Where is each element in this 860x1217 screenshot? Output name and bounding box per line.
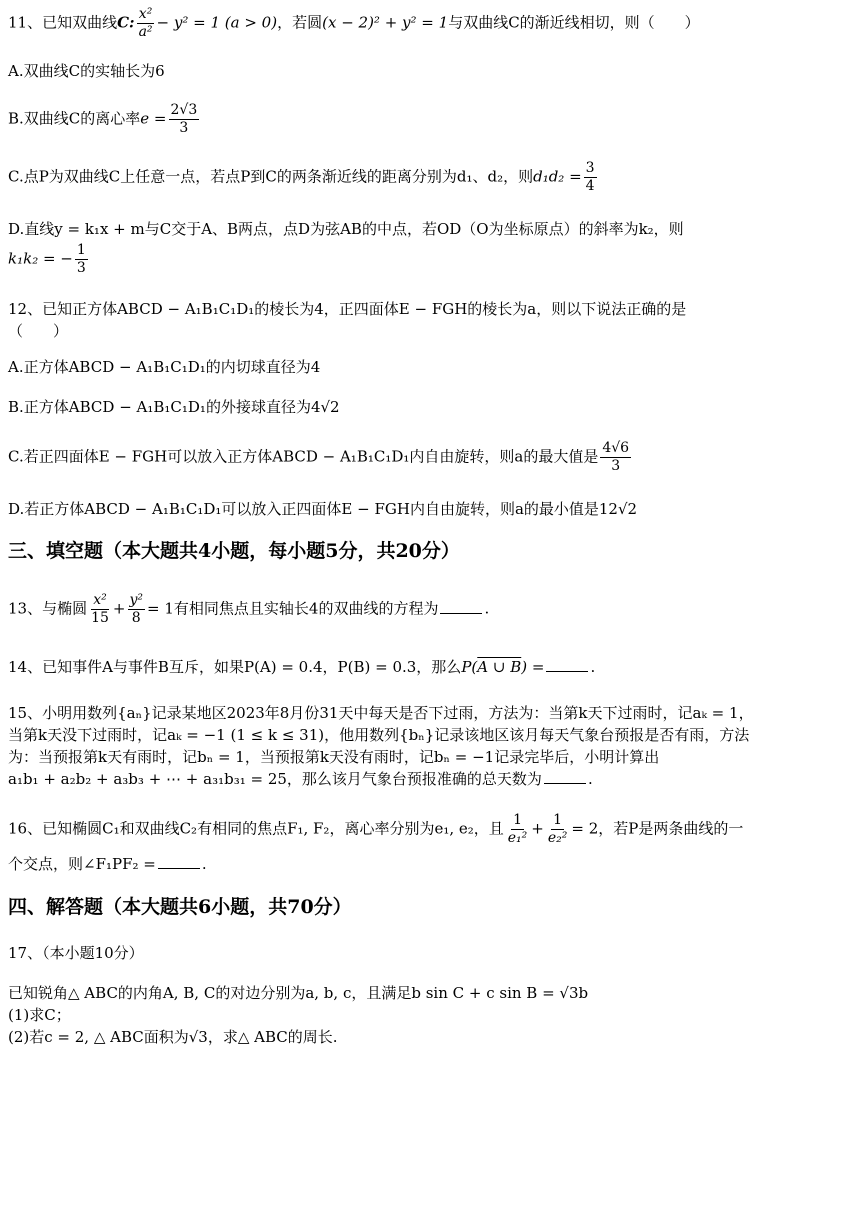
q15-line-2: 当第k天没下过雨时，记aₖ = −1 (1 ≤ k ≤ 31)，他用数列{bₙ}记录该地区该月每天气象台预报是否有雨，方法	[8, 726, 750, 744]
q13-text-2: = 1有相同焦点且实轴长4的双曲线的方程为	[147, 599, 439, 618]
q14-prob-close: ) =	[521, 658, 545, 676]
q11-stem-text: 11、已知双曲线	[8, 13, 118, 32]
q11-curve-name: C:	[117, 13, 135, 32]
q12-stem-line-2: （ ）	[8, 322, 69, 340]
q12-stem-line-1: 12、已知正方体ABCD − A₁B₁C₁D₁的棱长为4，正四面体E − FGH的棱长为a，则以下说法正确的是	[8, 300, 687, 318]
q14-text: 14、已知事件A与事件B互斥，如果P(A) = 0.4，P(B) = 0.3，那么	[8, 658, 462, 676]
q11-option-c	[8, 160, 846, 195]
q11-stem	[8, 6, 846, 41]
frac-den: 3	[179, 120, 189, 136]
frac-num: 4√6	[602, 440, 630, 456]
q11-option-b-text: B.双曲线C的离心率	[8, 109, 141, 128]
q12-option-c	[8, 440, 846, 475]
q16-line-2	[8, 853, 846, 875]
q15-line-3: 为：当预报第k天有雨时，记bₙ = 1，当预报第k天没有雨时，记bₙ = −1记录完毕后，小明计算出	[8, 748, 660, 766]
question-15	[8, 702, 846, 790]
q13-fraction-2	[128, 592, 146, 627]
q17-part-2: (2)若c = 2, △ ABC面积为√3，求△ ABC的周长.	[8, 1028, 338, 1046]
q11-option-a-text: A.双曲线C的实轴长为6	[8, 62, 165, 80]
q15-end: .	[587, 770, 593, 788]
q11-option-d-fraction	[75, 242, 88, 277]
frac-den: e₁²	[507, 830, 528, 846]
q16-fraction-1	[506, 812, 530, 847]
q12-option-a-text: A.正方体ABCD − A₁B₁C₁D₁的内切球直径为4	[8, 358, 321, 376]
frac-den: 4	[585, 178, 595, 194]
q11-stem-text-3: 与双曲线C的渐近线相切，则（ ）	[448, 13, 700, 32]
q11-option-b-fraction	[169, 102, 200, 137]
q11-fraction	[137, 6, 155, 41]
q11-frac-den: a²	[138, 24, 153, 40]
frac-num: 3	[585, 160, 595, 176]
q13-answer-blank[interactable]	[440, 599, 482, 614]
q11-equation: − y² = 1 (a > 0)	[156, 13, 278, 32]
question-14	[8, 656, 846, 678]
frac-den: 3	[611, 458, 621, 474]
q13-fraction-1	[89, 592, 111, 627]
q11-option-c-text: C.点P为双曲线C上任意一点，若点P到C的两条渐近线的距离分别为d₁、d₂，则	[8, 167, 534, 186]
frac-num: 1	[553, 812, 563, 828]
q13-end: .	[484, 599, 490, 618]
q11-option-a	[8, 60, 846, 82]
q11-option-d-line-2	[8, 242, 846, 277]
frac-num: 1	[76, 242, 86, 258]
q16-text-2: = 2，若P是两条曲线的一	[571, 819, 744, 838]
question-16	[8, 812, 846, 875]
question-13	[8, 592, 846, 627]
q12-option-d	[8, 498, 846, 520]
q16-plus: +	[531, 819, 544, 838]
q12-option-b-text: B.正方体ABCD − A₁B₁C₁D₁的外接球直径为4√2	[8, 398, 340, 416]
q12-option-b	[8, 396, 846, 418]
q13-text: 13、与椭圆	[8, 599, 88, 618]
q11-circle-equation: (x − 2)² + y² = 1	[322, 13, 449, 32]
q15-line-1: 15、小明用数列{aₙ}记录某地区2023年8月份31天中每天是否下过雨，方法为：当第k天下过雨时，记aₖ = 1，	[8, 704, 754, 722]
q11-option-c-math: d₁d₂ =	[533, 167, 582, 186]
q16-line-2-text: 个交点，则∠F₁PF₂ =	[8, 855, 156, 873]
q15-line-4	[8, 768, 846, 790]
q11-option-d-line-1: D.直线y = k₁x + m与C交于A、B两点，点D为弦AB的中点，若OD（O为坐标原点）的斜率为k₂，则	[8, 220, 684, 238]
section-3-heading: 三、填空题（本大题共4小题，每小题5分，共20分）	[8, 540, 460, 562]
q11-option-d	[8, 218, 846, 277]
q12-option-d-text: D.若正方体ABCD − A₁B₁C₁D₁可以放入正四面体E − FGH内自由旋转，则a的最小值是12√2	[8, 500, 638, 518]
q11-option-b-math: e =	[140, 109, 167, 128]
question-17-header: 17、（本小题10分）	[8, 944, 144, 962]
question-12	[8, 298, 846, 342]
q11-option-b	[8, 102, 846, 137]
question-11	[8, 6, 846, 41]
frac-den: 8	[131, 610, 141, 626]
q11-option-c-fraction	[584, 160, 597, 195]
q14-complement-union: A ∪ B	[477, 658, 522, 676]
q11-option-d-math: k₁k₂ = −	[8, 249, 73, 268]
q11-stem-text-2: ，若圆	[277, 13, 323, 32]
question-17	[8, 982, 846, 1048]
q17-part-1: (1)求C；	[8, 1006, 71, 1024]
q11-frac-num: x²	[138, 6, 153, 22]
frac-num: 2√3	[170, 102, 198, 118]
q16-end: .	[201, 855, 207, 873]
q12-option-c-fraction	[600, 440, 631, 475]
q13-plus: +	[112, 599, 126, 618]
q15-answer-blank[interactable]	[544, 769, 586, 784]
frac-den: 15	[91, 610, 109, 626]
frac-den: e₂²	[547, 830, 568, 846]
frac-den: 3	[76, 260, 86, 276]
q14-answer-blank[interactable]	[546, 657, 588, 672]
q16-fraction-2	[546, 812, 570, 847]
q16-text: 16、已知椭圆C₁和双曲线C₂有相同的焦点F₁, F₂，离心率分别为e₁, e₂，且	[8, 819, 504, 838]
q12-option-c-text: C.若正四面体E − FGH可以放入正方体ABCD − A₁B₁C₁D₁内自由旋转，则a的最大值是	[8, 447, 599, 466]
q14-end: .	[590, 658, 596, 676]
frac-num: x²	[93, 592, 107, 608]
section-4-heading: 四、解答题（本大题共6小题，共70分）	[8, 896, 352, 918]
frac-num: y²	[129, 592, 144, 608]
q12-option-a	[8, 356, 846, 378]
q17-line-1: 已知锐角△ ABC的内角A, B, C的对边分别为a, b, c，且满足b sin C + c sin B = √3b	[8, 984, 589, 1002]
q16-answer-blank[interactable]	[158, 854, 200, 869]
q15-line-4-text: a₁b₁ + a₂b₂ + a₃b₃ + ⋯ + a₃₁b₃₁ = 25，那么该月气象台预报准确的总天数为	[8, 770, 542, 788]
q14-prob-open: P(	[461, 658, 478, 676]
frac-num: 1	[513, 812, 522, 828]
q16-line-1	[8, 812, 846, 847]
